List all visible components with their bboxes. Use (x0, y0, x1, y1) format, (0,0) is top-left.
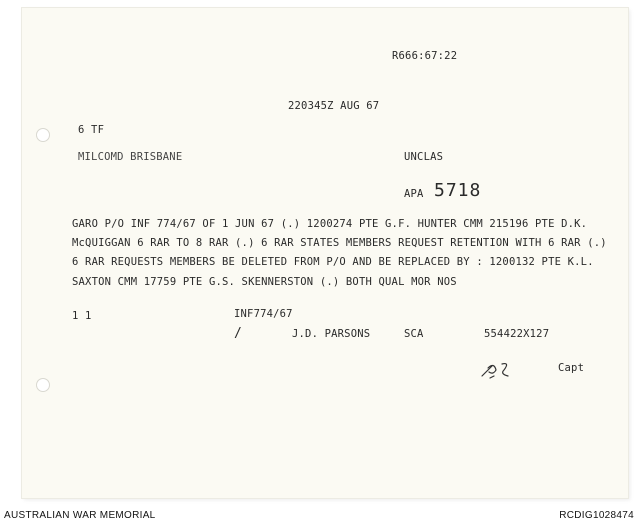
reference-number: R666:67:22 (392, 50, 458, 62)
message-line-4: SAXTON CMM 17759 PTE G.S. SKENNERSTON (.) BOTH QUAL MOR NOS (72, 276, 457, 288)
punch-hole-top (36, 128, 50, 142)
originator-name: J.D. PARSONS (292, 328, 371, 340)
handwritten-signature (478, 358, 538, 380)
message-line-1: GARO P/O INF 774/67 OF 1 JUN 67 (.) 1200274 PTE G.F. HUNTER CMM 215196 PTE D.K. (72, 218, 588, 230)
footer-left: AUSTRALIAN WAR MEMORIAL (4, 510, 156, 521)
file-reference: INF774/67 (234, 308, 293, 320)
from-line: 6 TF (78, 124, 105, 136)
classification: UNCLAS (404, 151, 444, 163)
to-line: MILCOMD BRISBANE (78, 151, 183, 163)
message-line-2: McQUIGGAN 6 RAR TO 8 RAR (.) 6 RAR STATES MEMBERS REQUEST RETENTION WITH 6 RAR (.) (72, 237, 607, 249)
footer-right: RCDIG1028474 (559, 510, 634, 521)
signature-rank: Capt (558, 362, 585, 374)
message-line-3: 6 RAR REQUESTS MEMBERS BE DELETED FROM P/O AND BE REPLACED BY : 1200132 PTE K.L. (72, 256, 594, 268)
date-time-group: 220345Z AUG 67 (288, 100, 380, 112)
originator-phone: 554422X127 (484, 328, 550, 340)
apa-prefix: APA (404, 188, 424, 200)
originator-appointment: SCA (404, 328, 424, 340)
copy-marks: 1 1 (72, 310, 92, 322)
apa-number: 5718 (434, 180, 482, 201)
punch-hole-bottom (36, 378, 50, 392)
document-page (22, 8, 628, 498)
slash-mark: / (234, 326, 243, 341)
